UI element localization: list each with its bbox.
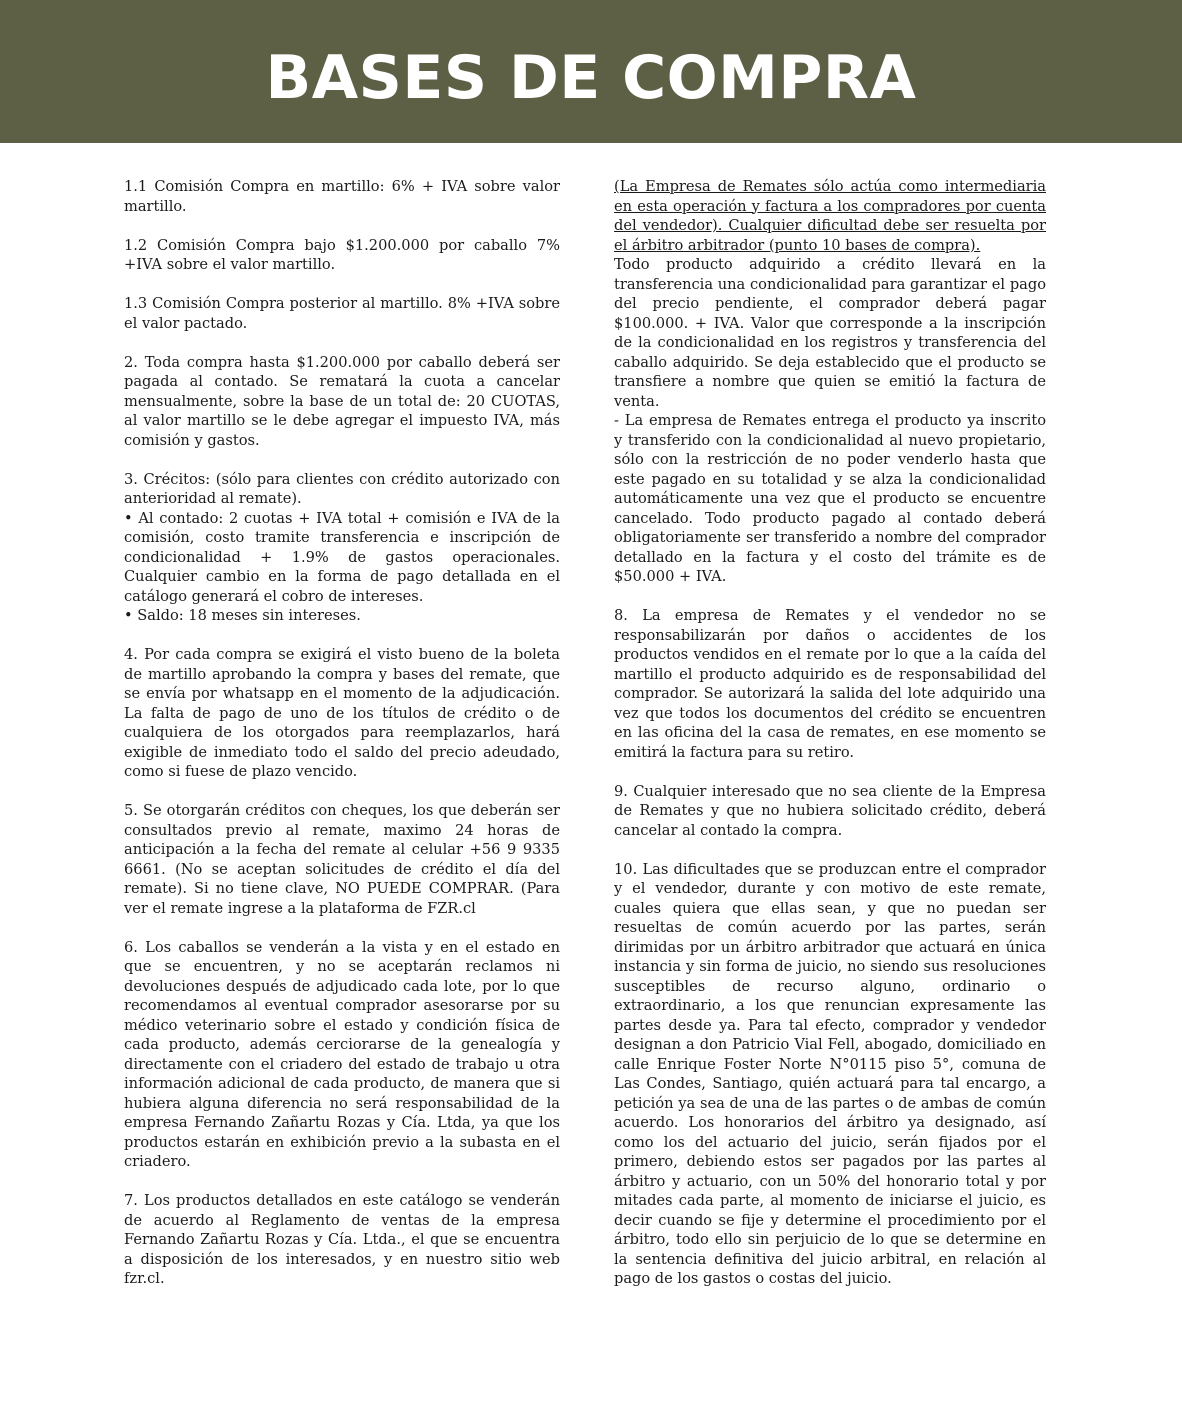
spacer: [124, 216, 560, 236]
spacer: [124, 275, 560, 295]
clause-10: 10. Las dificultades que se produzcan entre el comprador y el vendedor, durante y con motivo de este remate, cuales quiera que ellas sean, y que no puedan ser resueltas de común acuerdo por las partes, serán dirimidas por un árbitro arbitrador que actuará en única instancia y sin forma de juicio, no siendo sus resoluciones susceptibles de recurso alguno, ordinario o extraordinario, a los que renuncian expresamente las partes desde ya. Para tal efecto, comprador y vendedor designan a don Patricio Vial Fell, abogado, domiciliado en calle Enrique Foster Norte N°0115 piso 5°, comuna de Las Condes, Santiago, quién actuará para tal encargo, a petición ya sea de una de las partes o de ambas de común acuerdo. Los honorarios del árbitro ya designado, así como los del actuario del juicio, serán fijados por el primero, debiendo estos ser pagados por las partes al árbitro y actuario, con un 50% del honorario total y por mitades cada parte, al momento de iniciarse el juicio, es decir cuando se fije y determine el procedimiento por el árbitro, todo ello sin perjuicio de lo que se determine en la sentencia definitiva del juicio arbitral, en relación al pago de los gastos o costas del juicio.: [614, 860, 1046, 1287]
clause-5: 5. Se otorgarán créditos con cheques, los que deberán ser consultados previo al remate, maximo 24 horas de anticipación a la fecha del remate al celular +56 9 9335 6661. (No se aceptan solicitudes de crédito el día del remate). Si no tiene clave, NO PUEDE COMPRAR. (Para ver el remate ingrese a la plataforma de FZR.cl: [124, 802, 560, 917]
clause-7-delivery: - La empresa de Remates entrega el producto ya inscrito y transferido con la condicionalidad al nuevo propietario, sólo con la restricción de no poder venderlo hasta que este pagado en su totalidad y se alza la condicionalidad automáticamente una vez que el producto se encuentre cancelado. Todo producto pagado al contado deberá obligatoriamente ser transferido a nombre del comprador detallado en la factura y el costo del trámite es de $50.000 + IVA.: [614, 412, 1046, 585]
clause-7-note: (La Empresa de Remates sólo actúa como intermediaria en esta operación y factura a los compradores por cuenta del vendedor). Cualquier dificultad debe ser resuelta por el árbitro arbitrador (punto 10 bases de compra).: [614, 178, 1046, 254]
clause-7-credit: Todo producto adquirido a crédito llevará en la transferencia una condicionalidad para garantizar el pago del precio pendiente, el comprador deberá pagar $100.000. + IVA. Valor que corresponde a la inscripción de la condicionalidad en los registros y transferencia del caballo adquirido. Se deja establecido que el producto se transfiere a nombre que quien se emitió la factura de venta.: [614, 256, 1046, 410]
page-title: BASES DE COMPRA: [265, 43, 917, 113]
clause-8: 8. La empresa de Remates y el vendedor no se responsabilizarán por daños o accidentes de los productos vendidos en el remate por lo que a la caída del martillo el producto adquirido es de responsabilidad del comprador. Se autorizará la salida del lote adquirido una vez que todos los documentos del crédito se encuentren en las oficina del la casa de remates, en ese momento se emitirá la factura para su retiro.: [614, 607, 1046, 761]
clause-1-1: 1.1 Comisión Compra en martillo: 6% + IVA sobre valor martillo.: [124, 178, 560, 215]
spacer: [124, 782, 560, 802]
spacer: [124, 918, 560, 938]
spacer: [614, 762, 1046, 782]
clause-1-3: 1.3 Comisión Compra posterior al martillo. 8% +IVA sobre el valor pactado.: [124, 295, 560, 332]
spacer: [614, 840, 1046, 860]
clause-7: 7. Los productos detallados en este catálogo se venderán de acuerdo al Reglamento de ventas de la empresa Fernando Zañartu Rozas y Cía. Ltda., el que se encuentra a disposición de los interesados, y en nuestro sitio web fzr.cl.: [124, 1192, 560, 1287]
clause-6: 6. Los caballos se venderán a la vista y en el estado en que se encuentren, y no se aceptarán reclamos ni devoluciones después de adjudicado cada lote, por lo que recomendamos al eventual comprador asesorarse por su médico veterinario sobre el estado y condición física de cada producto, además cerciorarse de la genealogía y directamente con el criadero del estado de trabajo u otra información adicional de cada producto, de manera que si hubiera alguna diferencia no será responsabilidad de la empresa Fernando Zañartu Rozas y Cía. Ltda, ya que los productos estarán en exhibición previo a la subasta en el criadero.: [124, 938, 560, 1170]
page-header: [0, 0, 1182, 143]
clause-3-intro: 3. Crécitos: (sólo para clientes con crédito autorizado con anterioridad al remate).: [124, 470, 560, 507]
right-column: [614, 177, 1046, 1289]
clause-2: 2. Toda compra hasta $1.200.000 por caballo deberá ser pagada al contado. Se rematará la cuota a cancelar mensualmente, sobre la base de un total de: 20 CUOTAS, al valor martillo se le debe agregar el impuesto IVA, más comisión y gastos.: [124, 353, 560, 449]
left-column: [124, 177, 560, 1289]
spacer: [614, 587, 1046, 607]
clause-3-contado: • Al contado: 2 cuotas + IVA total + comisión e IVA de la comisión, costo tramite transferencia e inscripción de condicionalidad + 1.9% de gastos operacionales. Cualquier cambio en la forma de pago detallada en el catálogo generará el cobro de intereses.: [124, 509, 560, 605]
clause-4: 4. Por cada compra se exigirá el visto bueno de la boleta de martillo aprobando la compra y bases del remate, que se envía por whatsapp en el momento de la adjudicación. La falta de pago de uno de los títulos de crédito o de cualquiera de los otorgados para reemplazarlos, hará exigible de inmediato todo el saldo del precio adeudado, como si fuese de plazo vencido.: [124, 646, 560, 780]
spacer: [124, 626, 560, 646]
spacer: [124, 333, 560, 353]
spacer: [124, 450, 560, 470]
spacer: [124, 1172, 560, 1192]
clause-3-saldo: • Saldo: 18 meses sin intereses.: [124, 607, 361, 624]
clause-1-2: 1.2 Comisión Compra bajo $1.200.000 por caballo 7% +IVA sobre el valor martillo.: [124, 236, 560, 273]
clause-9: 9. Cualquier interesado que no sea cliente de la Empresa de Remates y que no hubiera solicitado crédito, deberá cancelar al contado la compra.: [614, 782, 1046, 839]
